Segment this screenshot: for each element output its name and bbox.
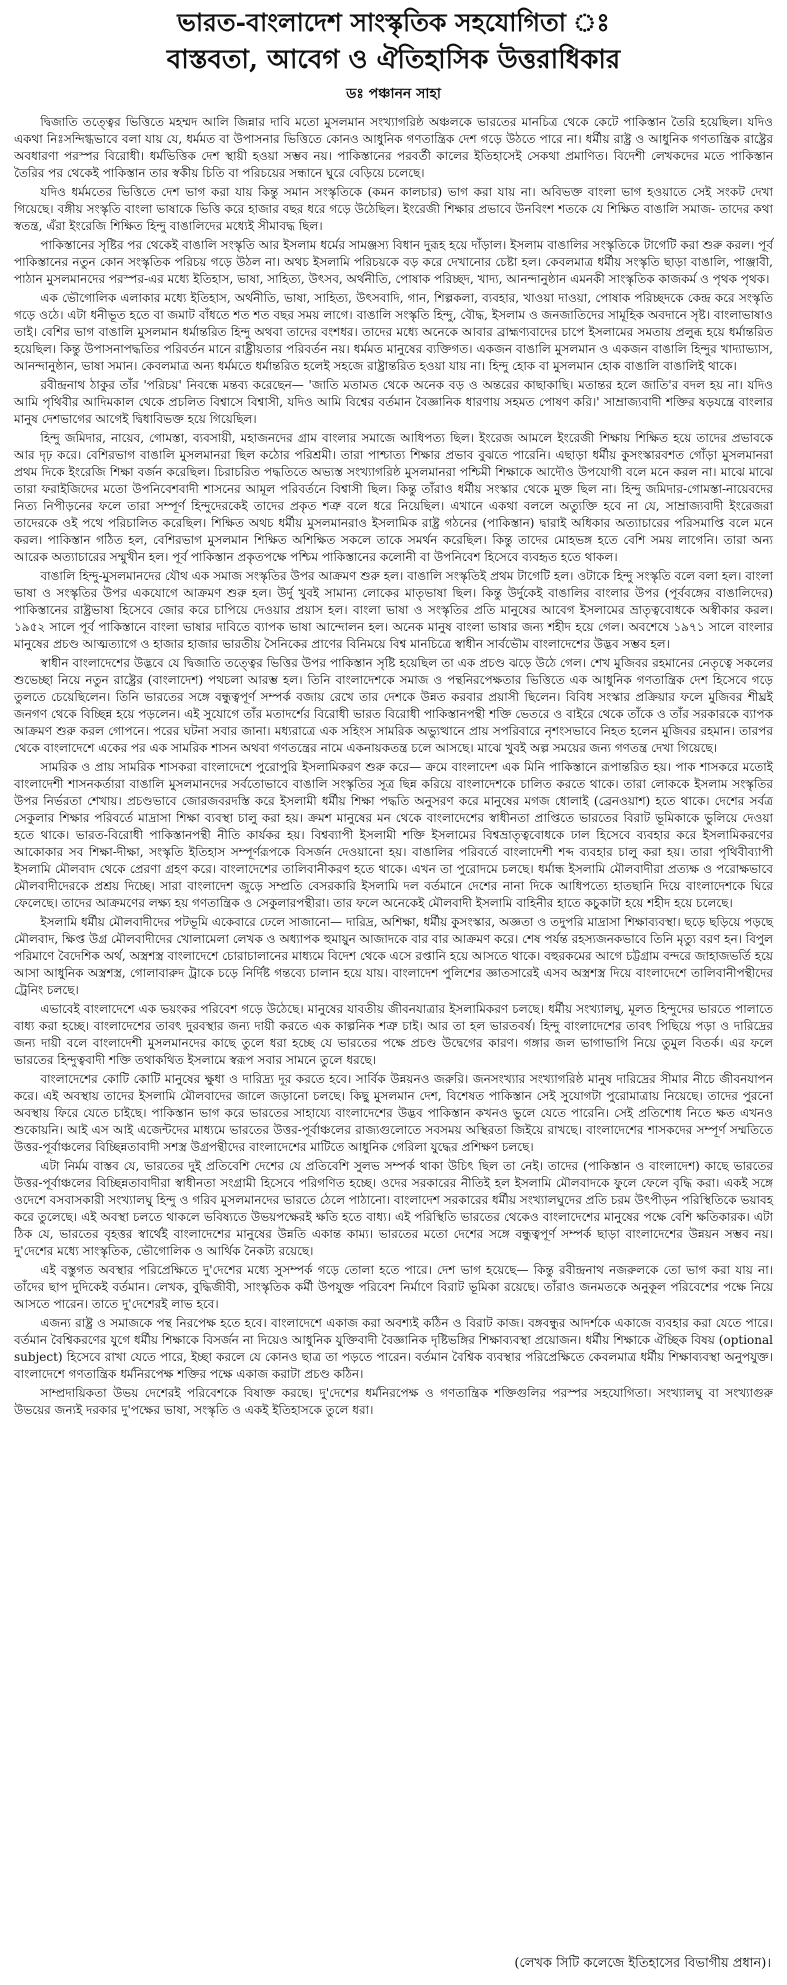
article-body — [14, 114, 773, 1419]
author-note: (লেখক সিটি কলেজে ইতিহাসের বিভাগীয় প্রধান)। — [514, 1956, 771, 1971]
paragraph: সামরিক ও প্রায় সামরিক শাসকরা বাংলাদেশে পুরোপুরি ইসলামিকরণ শুরু করে— ক্রমে বাংলাদেশ এক মিনি পাকিস্তানে রূপান্তরিত হয়। পাক শাসকরে মতোই বাংলাদেশী শাসনকর্তারা বাঙালি মুসলমানদের সর্বতোভাবে বাঙালি সংস্কৃতির সূত্র ছিন্ন করিয়ে বাংলাদেশকে চালিত করতে থাকে। তারা লোককে ইসলাম সংস্কৃতির উপর নির্ভরতা শেখায়। প্রচণ্ডভাবে জোরজবরদস্তি করে ইসলামী ধর্মীয় শিক্ষা পদ্ধতি অনুসরণ করে মানুষের মগজ ধোলাই (ব্রেনওয়াশ) হতে থাকে। দেশের সর্বত্র সেকুলার শিক্ষার পরিবর্তে মাদ্রাসা শিক্ষা ব্যবস্থা চালু করা হয়। ক্রমশ মানুষের মন থেকে বাংলাদেশের স্বাধীনতা প্রাপ্তিতে ভারতের বিরাট ভূমিকাকে ভুলিয়ে দেওয়া হতে থাকে। ভারত-বিরোধী পাকিস্তানপন্থী নীতি কার্যকর হয়। বিশ্বব্যাপী ইসলামী শক্তি ইসলামের বিশ্বভ্রাতৃত্ববোধকে ঢাল হিসেবে ব্যবহার করে ইসলামিকরণের আকোকার সব শিক্ষা-দীক্ষা, সংস্কৃতি ইতিহাস সম্পূর্ণরূপকে বিসর্জন দেওয়ানো হয়। বাঙালির পরিবর্তে বাংলাদেশী শব্দ ব্যবহার চালু করা হয়। তারা পৃথিবীব্যাপী ইসলামি মৌলবাদ থেকে প্রেরণা গ্রহণ করে। বাংলাদেশের তালিবানীকরণ হতে থাকে। এখন তা পুরোদমে চলছে। ধর্মান্ধ ইসলামি মৌলবাদীরা প্রত্যক্ষ ও পরোক্ষভাবে মৌলবাদীদেরকে প্রশ্রয় দিচ্ছে। সারা বাংলাদেশ জুড়ে সম্প্রতি বেসরকারি ইসলামি দল বর্তমানে দেশের নানা দিকে আধিপত্যে হাতছানি দিয়ে বাংলাদেশকে ঘিরে ফেলেছে। তাদের আক্রমণের লক্ষ্য হয় গণতান্ত্রিক ও সেকুলারপন্থীরা। তার ফলে অনেকেই মৌলবাদী ইসলামি বাহিনীর হাতে কচুকাটা হয়ে শহীদ হয়ে চলেছে। — [14, 760, 773, 910]
paragraph: সাম্প্রদায়িকতা উভয় দেশেরই পরিবেশকে বিষাক্ত করছে। দু'দেশের ধর্মনিরপেক্ষ ও গণতান্ত্রিক শক্তিগুলির পরস্পর সহযোগিতা। সংখ্যালঘু বা সংখ্যাগুরু উভয়ের জন্যই দরকার দু'পক্ষের ভাষা, সংস্কৃতি ও একই ইতিহাসকে তুলে ধরা। — [14, 1386, 773, 1417]
paragraph: পাকিস্তানের সৃষ্টির পর থেকেই বাঙালি সংস্কৃতি আর ইসলাম ধর্মের সামঞ্জস্য বিধান দুরূহ হয়ে দাঁড়াল। ইসলাম বাঙালির সংস্কৃতিকে টাগেটি করা শুরু করল। পূর্ব পাকিস্তানের নতুন কোন সংস্কৃতিক পরিচয় গড়ে উঠল না। অথচ ইসলামি পরিচয়কে বড় করে দেখানোর চেষ্টা হল। কেবলমাত্র ধর্মীয় সংস্কৃতি ছাড়া বাঙালি, পাঞ্জাবী, পাঠান মুসলমানদের পরস্পর-এর মধ্যে ইতিহাস, ভাষা, সাহিত্য, উৎসব, অর্থনীতি, পোষাক পরিচ্ছদ, খাদ্য, আনন্দানুষ্ঠান এমনকী সাংস্কৃতিক কাজকর্ম ও পৃথক পৃথক। — [14, 238, 773, 286]
paragraph: ইসলামি ধর্মীয় মৌলবাদীদের পটভূমি একেবারে ঢেলে সাজানো— দারিদ্র, অশিক্ষা, ধর্মীয় কুসংস্কার, অজ্ঞতা ও তদুপরি মাদ্রাসা শিক্ষাব্যবস্থা। ছড়ে ছড়িয়ে পড়ছে মৌলবাদ, ক্ষিপ্ত উগ্র মৌলবাদীদের খোলামেলা লেখক ও অধ্যাপক হুমায়ুন আজাদকে বার বার আক্রমণ করে। শেষ পর্যন্ত রহস্যজনকভাবে তিনি মৃত্যু বরণ হন। বিপুল পরিমাণে বৈদেশিক অর্থ, অস্ত্রশস্ত্র বাংলাদেশে চোরাচালানের মাধ্যমে বিদেশ থেকে এসে রপ্তানি হয়ে আসতে থাকে। বহুরকমের আগে চট্টগ্রাম বন্দরে জাহাজভর্তি হয়ে আসা আধুনিক অস্ত্রশস্ত্র, গোলাবারুদ ট্রাকে চড়ে নির্দিষ্ট গন্তব্যে চালান হয়ে যায়। বাংলাদেশ পুলিশের জ্ঞাতসারেই এসব অস্ত্রশস্ত্র দিয়ে বাংলাদেশে তালিবানীপন্থীদের ট্রেনিং চলছে। — [14, 915, 773, 997]
paragraph: এক ভৌগোলিক এলাকার মধ্যে ইতিহাস, অর্থনীতি, ভাষা, সাহিত্য, উৎসবাদি, গান, শিল্পকলা, ব্যবহার, খাওয়া দাওয়া, পোষাক পরিচ্ছদকে কেন্দ্র করে সংস্কৃতি গড়ে ওঠে। এটা ধনীভূত হতে বা জমাট বাঁধতে শত শত বছর সময় লাগে। বাঙালি সংস্কৃতি হিন্দু, বৌদ্ধ, ইসলাম ও জনজাতিদের সামূহিক অবদানে সৃষ্ট। বাংলাভাষাও তাই। বেশির ভাগ বাঙালি মুসলমান ধর্মান্তরিত হিন্দু অথবা তাদের বংশধর। তাদের মধ্যে অনেকে আবার ব্রাহ্মণ্যবাদের চাপে ইসলামের সমতায় প্রলুব্ধ হয়ে ধর্মান্তরিত হয়েছিল। কিন্তু উপাসনাপদ্ধতির পরিবর্তন মানে রাষ্ট্রীয়তার পরিবর্তন নয়। ধর্মমত মানুষের ব্যক্তিগত। একজন বাঙালি মুসলমান ও একজন বাঙালি হিন্দুর খাদ্যাভ্যাস, আনন্দানুষ্ঠান, ভাষা সমান। কেবলমাত্র অন্য ধর্মমতে ধর্মান্তরিত হলেই সহজে রাষ্ট্রান্তরিত হওয়া যায় না। হিন্দু হোক বা মুসলমান হোক বাঙালি বাঙালিই থাকে। — [14, 291, 773, 373]
paragraph: এই বস্তুগত অবস্থার পরিপ্রেক্ষিতে দু'দেশের মধ্যে সুসম্পর্ক গড়ে তোলা হতে পারে। দেশ ভাগ হয়েছে— কিন্তু রবীন্দ্রনাথ নজরুলকে তো ভাগ করা যায় না। তাঁদের ছাপ দুদিকেই বর্তমান। লেখক, বুদ্ধিজীবী, সাংস্কৃতিক কর্মী উপযুক্ত পরিবেশ নির্মাণে বিরাট ভূমিকা রয়েছে। তাঁরাও জনমতকে অনুকূল পরিবেশের পক্ষে নিয়ে আসতে পারেন। তাতে দু'দেশেরই লাভ হবে। — [14, 1263, 773, 1311]
paragraph: বাঙালি হিন্দু-মুসলমানদের যৌথ এক সমাজ সংস্কৃতির উপর আক্রমণ শুরু হল। বাঙালি সংস্কৃতিই প্রথম টাগেটি হল। ওটাকে হিন্দু সংস্কৃতি বলে বলা হল। বাংলা ভাষা ও সংস্কৃতির উপর একযোগে আক্রমণ শুরু হল। উর্দু খুবই সামান্য লোকের মাতৃভাষা ছিল। কিন্তু উর্দুকেই বাঙালির বাংলার উপর (পূর্ববঙ্গের বাঙালিদের) পাকিস্তানের রাষ্ট্রভাষা হিসেবে জোর করে চাপিয়ে দেওয়ার প্রয়াস হল। বাংলা ভাষা ও সংস্কৃতির প্রতি মানুষের আবেগ ইসলামের ভ্রাতৃত্ববোধকে অস্বীকার করল। ১৯৫২ সালে পূর্ব পাকিস্তানে বাংলা ভাষার দাবিতে ব্যাপক ভাষা আন্দোলন হল। অনেক মানুষ বাংলা ভাষার জন্য শহীদ হয়ে গেল। অবশেষে ১৯৭১ সালে বাংলার মানুষের প্রচণ্ড আত্মত্যাগে ও হাজার হাজার ভারতীয় সৈনিকের প্রাণের বিনিময়ে বিশ্ব মানচিত্রে স্বাধীন সার্বভৌম বাংলাদেশের উদ্ভব সম্ভব হল। — [14, 569, 773, 651]
paragraph: রবীন্দ্রনাথ ঠাকুর তাঁর 'পরিচয়' নিবন্ধে মন্তব্য করেছেন— 'জাতি মতামত থেকে অনেক বড় ও অন্তরের কাছাকাছি। মতান্তর হলে জাতি'র বদল হয় না। যদিও আমি পৃথিবীর আদিমকাল থেকে প্রচলিত বিশ্বাসে বিশ্বাসী, যদিও আমি বিশ্বের বর্তমান বৈজ্ঞানিক ধারণায় সহমত পোষণ করি।' সাম্রাজ্যবাদী শক্তির ষড়যন্ত্রে বাংলার মানুষ দেশভাগের আগেই দ্বিধাবিভক্ত হয়ে গিয়েছিল। — [14, 378, 773, 426]
article-subtitle: বাস্তবতা, আবেগ ও ঐতিহাসিক উত্তরাধিকার — [166, 45, 621, 75]
article-author: ডঃ পঞ্চানন সাহা — [346, 86, 441, 102]
paragraph: এভাবেই বাংলাদেশে এক ভয়ংকর পরিবেশ গড়ে উঠেছে। মানুষের যাবতীয় জীবনযাত্রার ইসলামিকরণ চলছে। ধর্মীয় সংখ্যালঘু, মূলত হিন্দুদের ভারতে পালাতে বাধ্য করা হচ্ছে। বাংলাদেশের তাবৎ দুরবস্থার জন্য দায়ী করতে এক কাল্পনিক শত্রু চাই। আর তা হল ভারতবর্ষ। হিন্দু বাংলাদেশের তাবৎ পিছিয়ে পড়া ও দারিদ্রের জন্য দায়ী বলে বাংলাদেশী মুসলমানদের কাছে তুলে ধরা হচ্ছে যে ভারতের পক্ষে প্রচণ্ড উদ্বেগের কারণ। গঙ্গার জল ভাগাভাগি নিয়ে তুমুল বিতর্ক। এর ফলে ভারতের হিন্দুত্ববাদী শক্তি তথাকথিত ইসলামে স্বরূপ সবার সামনে তুলে ধরছে। — [14, 1002, 773, 1067]
article-title: ভারত-বাংলাদেশ সাংস্কৃতিক সহযোগিতা ঃ — [177, 8, 610, 37]
paragraph: হিন্দু জমিদার, নায়েব, গোমস্তা, ব্যবসায়ী, মহাজনদের গ্রাম বাংলার সমাজে আধিপত্য ছিল। ইংরেজ আমলে ইংরেজী শিক্ষায় শিক্ষিত হয়ে তাদের প্রভাবকে আর দৃঢ় করে। বেশিরভাগ বাঙালি মুসলমানরা ছিল কঠোর পরিশ্রমী। তারা পাশ্চাত্য শিক্ষার প্রভাব বুঝতে পারেনি। এছাড়া ধর্মীয় কুসংস্কারবশত গোঁড়া মুসলমানরা প্রথম দিকে ইংরেজি শিক্ষা বর্জন করেছিল। চিরাচরিত পদ্ধতিতে অভ্যস্ত সংখ্যাগরিষ্ঠ মুসলমানরা পশ্চিমী শিক্ষাকে আদৌও উপযোগী বলে মনে করল না। মাঝে মাঝে তারা ফরাইজিদের মতো উপনিবেশবাদী শাসনের আমূল পরিবর্তনে বিশ্বাসী ছিল। কিন্তু তাঁরাও ধর্মীয় সংস্কার থেকে মুক্ত ছিল না। হিন্দু জমিদার-গোমস্তা-নায়েবদের নিত্য নিপীড়নের ফলে তারা সম্পূর্ণ হিন্দুদেরকেই তাদের প্রকৃত শত্রু বলে ধরে নিয়েছিল। এখানে একথা বললে অত্যুক্তি হবে না যে, সাম্রাজ্যবাদী ইংরেজরা তাদেরকে ওই পথে পরিচালিত করেছিল। শিক্ষিত অথচ ধর্মীয় মুসলমানরাও ইসলামিক রাষ্ট্র গঠনের (পাকিস্তান) দ্বারাই অধিকার অত্যাচারের পরিসমাপ্তি বলে মনে করল। পাকিস্তান গঠিত হল, বেশিরভাগ মুসলমান শিক্ষিত অশিক্ষিত সকলে তাকে সমর্থন করেছিল। কিন্তু তাদের মোহভঙ্গ হতে বেশি সময় লাগেনি। তারা অন্য আরেক অত্যাচারের সম্মুখীন হল। পূর্ব পাকিস্তান প্রকৃতপক্ষে পশ্চিম পাকিস্তানের কলোনী বা উপনিবেশ হিসেবে ব্যবহৃত হতে থাকল। — [14, 431, 773, 564]
paragraph: এজন্য রাষ্ট্র ও সমাজকে পন্থ নিরপেক্ষ হতে হবে। বাংলাদেশে একাজ করা অবশ্যই কঠিন ও বিরাট কাজ। বঙ্গবন্ধুর আদর্শকে একাজে ব্যবহার করা যেতে পারে। বর্তমান বৈশ্বিকরণের যুগে ধর্মীয় শিক্ষাকে বিসর্জন না দিয়েও আধুনিক যুক্তিবাদী বৈজ্ঞানিক দৃষ্টিভঙ্গির শিক্ষাব্যবস্থা প্রয়োজন। ধর্মীয় শিক্ষাকে ঐচ্ছিক বিষয় (optional subject) হিসেবে রাখা যেতে পারে, ইচ্ছা করলে যে কোনও ছাত্র তা পড়তে পারেন। বর্তমান বৈশ্বিক ব্যবস্থার পরিপ্রেক্ষিতে কেবলমাত্র ধর্মীয় শিক্ষাব্যবস্থা অনুপযুক্ত। বাংলাদেশে গণতান্ত্রিক ধর্মনিরপেক্ষ শক্তির পক্ষে একাজ করাটা প্রচণ্ড কঠিন। — [14, 1316, 773, 1381]
paragraph: এটা নির্মম বাস্তব যে, ভারতের দুই প্রতিবেশি দেশের যে প্রতিবেশি সুলভ সম্পর্ক থাকা উচিৎ ছিল তা নেই। তাদের (পাকিস্তান ও বাংলাদেশ) কাছে ভারতের উত্তর-পূর্বাঞ্চলের বিচ্ছিন্নতাবাদীরা স্বাধীনতা সংগ্রামী হিসেবে পরিগণিত হচ্ছে। ওদের সরকারের নীতিই হল ইসলামি মৌলবাদকে ফুলে ফেলে বৃদ্ধি করা। একই সঙ্গে ওদেশে বসবাসকারী সংখ্যালঘু হিন্দু ও গরিব মুসলমানদের ভারতে ঠেলে পাঠানো। বাংলাদেশ সরকারের ধর্মীয় সংখ্যালঘুদের প্রতি চরম উৎপীড়ন পরিস্থিতিকে ভয়াবহ করে তুলেছে। এই অবস্থা চলতে থাকলে ভবিষ্যতে উভয়পক্ষেরই ক্ষতি হতে বাধ্য। এই পরিস্থিতি ভারতের থেকেও বাংলাদেশের মানুষের পক্ষে বেশি ক্ষতিকারক। এটা ঠিক যে, ভারতের বৃহত্তর স্বার্থেই বাংলাদেশের মানুষের উন্নতি একান্ত কাম্য। ভারতের মতো দেশের সঙ্গে বন্ধুত্বপূর্ণ সম্পর্ক ছাড়া বাংলাদেশের উন্নয়ন সম্ভব নয়। দু'দেশের মধ্যে সাংস্কৃতিক, ভৌগোলিক ও আর্থিক নৈকট্য রয়েছে। — [14, 1159, 773, 1258]
paragraph: দ্বিজাতি তত্ত্বের ভিত্তিতে মহম্মদ আলি জিন্নার দাবি মতো মুসলমান সংখ্যাগরিষ্ঠ অঞ্চলকে ভারতের মানচিত্র থেকে কেটে পাকিস্তান তৈরি হয়েছিল। যদিও একথা নিঃসন্দিগ্ধভাবে বলা যায় যে, ধর্মমত বা উপাসনার ভিত্তিতে কোনও আধুনিক গণতান্ত্রিক দেশ গড়ে উঠতে পারে না। ধর্মীয় রাষ্ট্র ও আধুনিক গণতান্ত্রিক রাষ্ট্রের অবধারণা পরস্পর বিরোধী। ধর্মভিত্তিক দেশ স্থায়ী হওয়া সম্ভব নয়। পাকিস্তানের পরবর্তী কালের ইতিহাসেই সেকথা প্রমাণিত। বিদেশী লেখকদের মতে পাকিস্তান তৈরির পর থেকেই পাকিস্তান তার স্বকীয় চিতি বা পরিচয়ের সন্ধানে ঘুরে বেড়িয়ে চলেছে। — [14, 115, 773, 180]
paragraph: যদিও ধর্মমতের ভিত্তিতে দেশ ভাগ করা যায় কিন্তু সমান সংস্কৃতিকে (কমন কালচার) ভাগ করা যায় না। অবিভক্ত বাংলা ভাগ হওয়াতে সেই সংকট দেখা গিয়েছে। বঙ্গীয় সংস্কৃতি বাংলা ভাষাকে ভিত্তি করে হাজার বছর ধরে গড়ে উঠেছিল। ইংরেজী শিক্ষার প্রভাবে উনবিংশ শতকে যে শিক্ষিত বাঙালি সমাজ- তাদের কথা স্বতন্ত্র, এঁরা ইংরেজি শিক্ষিত হিন্দু বাঙালিদের মধ্যেই সীমাবদ্ধ ছিল। — [14, 185, 773, 233]
paragraph: স্বাধীন বাংলাদেশের উদ্ভবে যে দ্বিজাতি তত্ত্বের ভিত্তির উপর পাকিস্তান সৃষ্টি হয়েছিল তা এক প্রচণ্ড ঝড়ে উঠে গেল। শেখ মুজিবর রহমানের নেতৃত্বে সকলের শুভেচ্ছা নিয়ে নতুন রাষ্ট্রের (বাংলাদেশ) পথচলা আরম্ভ হল। তিনি বাংলাদেশকে সমাজ ও পন্থনিরপেক্ষতার ভিত্তিতে এক আধুনিক গণতান্ত্রিক দেশ হিসেবে গড়ে তুলতে চেয়েছিলেন। তিনি ভারতের সঙ্গে বন্ধুত্বপূর্ণ সম্পর্ক বজায় রেখে তার দেশকে উন্নত করবার প্রয়াসী ছিলেন। বিবিধ সংস্কার প্রক্রিয়ার ফলে মুজিবর শীঘ্রই জনগণ থেকে বিচ্ছিন্ন হয়ে পড়লেন। এই সুযোগে তাঁর মতাদর্শের বিরোধী ভারত বিরোধী পাকিস্তানপন্থী শক্তি ভেতরে ও বাইরে থেকে তাঁকে ও তাঁর সরকারকে ব্যাপক আক্রমণ শুরু করল গোপনে। পরের ঘটনা সবার জানা। মধ্যরাত্রে এক সহিংস সামরিক অভ্যুত্থানে প্রায় সপরিবারে নৃশংসভাবে নিহত হলেন মুজিবর রহমান। তারপর থেকে বাংলাদেশে একের পর এক সামরিক শাসন অথবা গণতন্ত্রের নামে একনায়কতন্ত্র চলে আসছে। মাঝে খুবই অল্প সময়ের জন্য গণতন্ত্র দেখা গিয়েছে। — [14, 656, 773, 755]
paragraph: বাংলাদেশের কোটি কোটি মানুষের ক্ষুধা ও দারিদ্র্য দূর করতে হবে। সার্বিক উন্নয়নও জরুরি। জনসংখ্যার সংখ্যাগরিষ্ঠ মানুষ দারিদ্রের সীমার নীচে জীবনযাপন করে। এই অবস্থায় তাদের ইসলামি মৌলবাদের জালে জড়ানো চলছে। কিছু মুসলমান দেশ, বিশেষত পাকিস্তান সেই সুযোগটা পুরোমাত্রায় নিয়েছে। তাদের পুরনো অবস্থায় ফিরে যেতে চাইছে। পাকিস্তান ভাগ করে ভারতের সাহায্যে বাংলাদেশের উদ্ভব পাকিস্তান কখনও ভুলে যেতে পারেনি। সেই প্রতিশোধ নিতে ক্ষত এখনও শুকোয়নি। আই এস আই এজেন্টদের মাধ্যমে ভারতের উত্তর-পূর্বাঞ্চলের রাজ্যগুলোতে সবসময় অস্থিরতা জিইয়ে রাখছে। বাংলাদেশের শাসকদের সম্পূর্ণ সম্মতিতে উত্তর-পূর্বাঞ্চলের বিচ্ছিন্নতাবাদী সশস্ত্র উগ্রপন্থীদের বাংলাদেশের মাটিতে আধুনিক গেরিলা যুদ্ধের প্রশিক্ষণ চলছে। — [14, 1072, 773, 1154]
